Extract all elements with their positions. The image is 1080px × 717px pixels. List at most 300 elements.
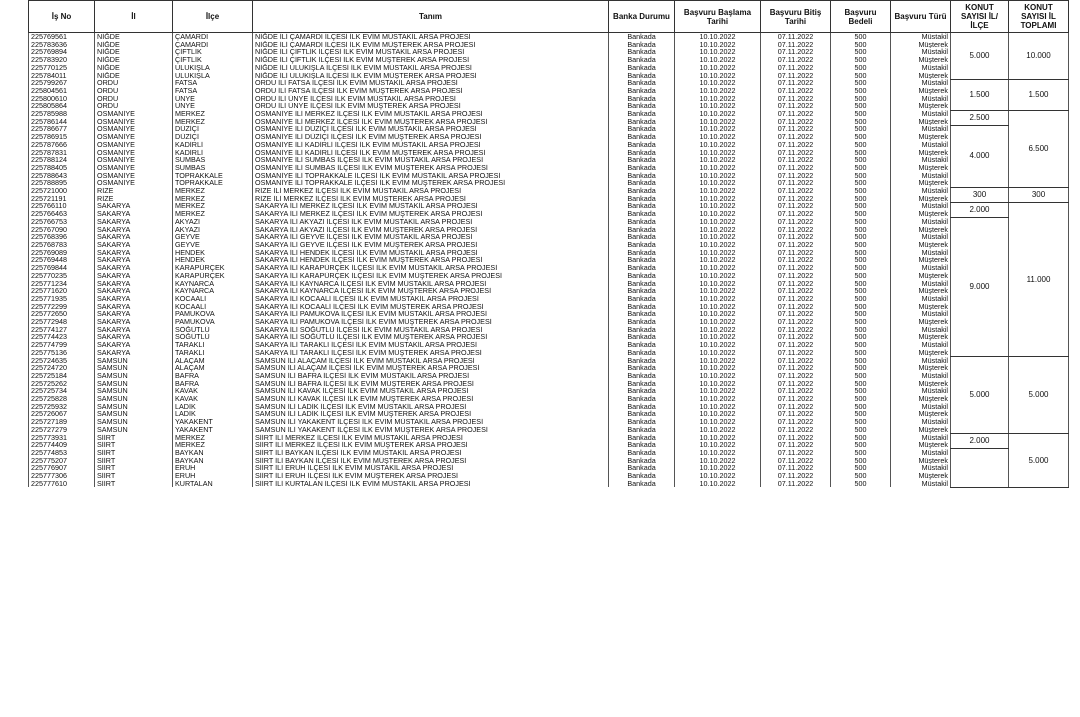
cell-bitis: 07.11.2022 — [761, 287, 831, 295]
cell-bitis: 07.11.2022 — [761, 434, 831, 442]
cell-bitis: 07.11.2022 — [761, 441, 831, 449]
cell-is-no: 225766753 — [29, 218, 95, 226]
cell-il: SAMSUN — [95, 426, 173, 434]
cell-bitis: 07.11.2022 — [761, 349, 831, 357]
cell-bedel: 500 — [831, 272, 891, 280]
cell-tanim: SAMSUN İLİ BAFRA İLÇESİ İLK EVİM MÜŞTEREK ARSA PROJESİ — [253, 380, 609, 388]
cell-banka-durumu: Bankada — [609, 64, 675, 72]
cell-is-no: 225774409 — [29, 441, 95, 449]
cell-il: ORDU — [95, 79, 173, 87]
cell-tur: Müstakil — [891, 156, 951, 164]
cell-ilce: ÇAMARDI — [173, 33, 253, 41]
cell-tur: Müşterek — [891, 457, 951, 465]
table-row — [29, 472, 1069, 480]
cell-tur: Müşterek — [891, 426, 951, 434]
cell-il: RİZE — [95, 195, 173, 203]
cell-ilce: BAYKAN — [173, 457, 253, 465]
cell-bitis: 07.11.2022 — [761, 233, 831, 241]
cell-il: SAKARYA — [95, 202, 173, 210]
cell-bedel: 500 — [831, 480, 891, 488]
cell-is-no: 225727189 — [29, 418, 95, 426]
cell-bitis: 07.11.2022 — [761, 149, 831, 157]
cell-tur: Müstakil — [891, 202, 951, 210]
cell-ilce: KARAPÜRÇEK — [173, 264, 253, 272]
cell-ilce: BAYKAN — [173, 449, 253, 457]
cell-is-no: 225777610 — [29, 480, 95, 488]
cell-konut-il-ilce: 2.000 — [951, 202, 1009, 217]
cell-banka-durumu: Bankada — [609, 449, 675, 457]
cell-tur: Müşterek — [891, 333, 951, 341]
table-row — [29, 202, 1069, 210]
cell-tanim: SAKARYA İLİ KOCAALİ İLÇESİ İLK EVİM MÜŞTEREK ARSA PROJESİ — [253, 303, 609, 311]
cell-tur: Müşterek — [891, 395, 951, 403]
cell-bedel: 500 — [831, 218, 891, 226]
cell-ilce: MERKEZ — [173, 441, 253, 449]
cell-baslama: 10.10.2022 — [675, 364, 761, 372]
cell-tanim: SAKARYA İLİ KARAPÜRÇEK İLÇESİ İLK EVİM MÜSTAKİL ARSA PROJESİ — [253, 264, 609, 272]
cell-ilce: DÜZİÇİ — [173, 125, 253, 133]
cell-banka-durumu: Bankada — [609, 164, 675, 172]
table-row — [29, 287, 1069, 295]
cell-il: SAKARYA — [95, 341, 173, 349]
table-row — [29, 318, 1069, 326]
cell-ilce: PAMUKOVA — [173, 310, 253, 318]
cell-banka-durumu: Bankada — [609, 233, 675, 241]
cell-bitis: 07.11.2022 — [761, 295, 831, 303]
cell-tanim: OSMANİYE İLİ DÜZİÇİ İLÇESİ İLK EVİM MÜŞTEREK ARSA PROJESİ — [253, 133, 609, 141]
cell-tanim: SİİRT İLİ ERUH İLÇESİ İLK EVİM MÜSTAKİL ARSA PROJESİ — [253, 464, 609, 472]
cell-baslama: 10.10.2022 — [675, 33, 761, 41]
cell-banka-durumu: Bankada — [609, 341, 675, 349]
cell-baslama: 10.10.2022 — [675, 87, 761, 95]
cell-tur: Müşterek — [891, 287, 951, 295]
table-row — [29, 403, 1069, 411]
cell-baslama: 10.10.2022 — [675, 149, 761, 157]
cell-bitis: 07.11.2022 — [761, 164, 831, 172]
cell-is-no: 225788405 — [29, 164, 95, 172]
cell-tanim: SAKARYA İLİ AKYAZI İLÇESİ İLK EVİM MÜŞTEREK ARSA PROJESİ — [253, 226, 609, 234]
cell-is-no: 225725828 — [29, 395, 95, 403]
cell-tur: Müşterek — [891, 179, 951, 187]
cell-tanim: OSMANİYE İLİ DÜZİÇİ İLÇESİ İLK EVİM MÜSTAKİL ARSA PROJESİ — [253, 125, 609, 133]
cell-il: RİZE — [95, 187, 173, 195]
cell-baslama: 10.10.2022 — [675, 326, 761, 334]
cell-is-no: 225772299 — [29, 303, 95, 311]
cell-bitis: 07.11.2022 — [761, 364, 831, 372]
cell-baslama: 10.10.2022 — [675, 357, 761, 365]
cell-ilce: ÇAMARDI — [173, 41, 253, 49]
cell-bedel: 500 — [831, 172, 891, 180]
cell-konut-il-toplami: 10.000 — [1009, 33, 1069, 80]
cell-ilce: MERKEZ — [173, 434, 253, 442]
cell-bedel: 500 — [831, 326, 891, 334]
cell-bitis: 07.11.2022 — [761, 310, 831, 318]
cell-tanim: SAKARYA İLİ MERKEZ İLÇESİ İLK EVİM MÜŞTEREK ARSA PROJESİ — [253, 210, 609, 218]
cell-konut-il-toplami: 5.000 — [1009, 357, 1069, 434]
table-row — [29, 264, 1069, 272]
cell-baslama: 10.10.2022 — [675, 187, 761, 195]
data-table — [28, 0, 1069, 488]
cell-tanim: SİİRT İLİ KURTALAN İLÇESİ İLK EVİM MÜSTAKİL ARSA PROJESİ — [253, 480, 609, 488]
cell-bedel: 500 — [831, 280, 891, 288]
cell-il: SAKARYA — [95, 256, 173, 264]
cell-banka-durumu: Bankada — [609, 472, 675, 480]
table-row — [29, 110, 1069, 118]
cell-baslama: 10.10.2022 — [675, 272, 761, 280]
cell-bedel: 500 — [831, 449, 891, 457]
table-row — [29, 164, 1069, 172]
cell-ilce: MERKEZ — [173, 187, 253, 195]
cell-is-no: 225804561 — [29, 87, 95, 95]
cell-il: SAKARYA — [95, 295, 173, 303]
cell-konut-il-toplami: 11.000 — [1009, 202, 1069, 356]
table-row — [29, 187, 1069, 195]
cell-ilce: LADİK — [173, 403, 253, 411]
cell-ilce: YAKAKENT — [173, 418, 253, 426]
cell-tur: Müşterek — [891, 472, 951, 480]
header-is-no: İş No — [29, 1, 95, 33]
cell-is-no: 225774853 — [29, 449, 95, 457]
cell-bitis: 07.11.2022 — [761, 118, 831, 126]
cell-bitis: 07.11.2022 — [761, 48, 831, 56]
cell-ilce: HENDEK — [173, 249, 253, 257]
cell-baslama: 10.10.2022 — [675, 226, 761, 234]
cell-tanim: SAKARYA İLİ KAYNARCA İLÇESİ İLK EVİM MÜSTAKİL ARSA PROJESİ — [253, 280, 609, 288]
cell-il: SAKARYA — [95, 318, 173, 326]
cell-is-no: 225800610 — [29, 95, 95, 103]
cell-bitis: 07.11.2022 — [761, 102, 831, 110]
cell-tur: Müstakil — [891, 280, 951, 288]
table-row — [29, 480, 1069, 488]
table-row — [29, 426, 1069, 434]
table-row — [29, 218, 1069, 226]
cell-il: OSMANİYE — [95, 149, 173, 157]
cell-is-no: 225772650 — [29, 310, 95, 318]
table-row — [29, 303, 1069, 311]
cell-tanim: NİĞDE İLİ ÇİFTLİK İLÇESİ İLK EVİM MÜSTAKİL ARSA PROJESİ — [253, 48, 609, 56]
cell-ilce: SUMBAS — [173, 164, 253, 172]
cell-banka-durumu: Bankada — [609, 264, 675, 272]
cell-baslama: 10.10.2022 — [675, 410, 761, 418]
cell-il: NİĞDE — [95, 64, 173, 72]
cell-is-no: 225768396 — [29, 233, 95, 241]
cell-il: NİĞDE — [95, 41, 173, 49]
cell-ilce: ERUH — [173, 472, 253, 480]
cell-bitis: 07.11.2022 — [761, 195, 831, 203]
cell-il: OSMANİYE — [95, 118, 173, 126]
cell-banka-durumu: Bankada — [609, 403, 675, 411]
table-row — [29, 449, 1069, 457]
cell-baslama: 10.10.2022 — [675, 118, 761, 126]
cell-bitis: 07.11.2022 — [761, 387, 831, 395]
cell-bedel: 500 — [831, 333, 891, 341]
cell-ilce: KAYNARCA — [173, 287, 253, 295]
cell-tur: Müşterek — [891, 318, 951, 326]
cell-is-no: 225786915 — [29, 133, 95, 141]
cell-banka-durumu: Bankada — [609, 141, 675, 149]
cell-il: SAKARYA — [95, 326, 173, 334]
cell-ilce: BAFRA — [173, 380, 253, 388]
cell-baslama: 10.10.2022 — [675, 110, 761, 118]
cell-banka-durumu: Bankada — [609, 241, 675, 249]
cell-tur: Müstakil — [891, 372, 951, 380]
table-row — [29, 333, 1069, 341]
cell-baslama: 10.10.2022 — [675, 387, 761, 395]
header-row — [29, 1, 1069, 33]
cell-is-no: 225769561 — [29, 33, 95, 41]
cell-bitis: 07.11.2022 — [761, 141, 831, 149]
cell-tur: Müstakil — [891, 480, 951, 488]
cell-bedel: 500 — [831, 372, 891, 380]
cell-tanim: NİĞDE İLİ ULUKIŞLA İLÇESİ İLK EVİM MÜŞTEREK ARSA PROJESİ — [253, 72, 609, 80]
cell-il: SAMSUN — [95, 372, 173, 380]
cell-tanim: SAKARYA İLİ HENDEK İLÇESİ İLK EVİM MÜŞTEREK ARSA PROJESİ — [253, 256, 609, 264]
cell-baslama: 10.10.2022 — [675, 233, 761, 241]
cell-is-no: 225772948 — [29, 318, 95, 326]
cell-is-no: 225769089 — [29, 249, 95, 257]
cell-ilce: KADİRLİ — [173, 149, 253, 157]
cell-banka-durumu: Bankada — [609, 202, 675, 210]
cell-tur: Müşterek — [891, 164, 951, 172]
cell-il: SİİRT — [95, 441, 173, 449]
cell-baslama: 10.10.2022 — [675, 241, 761, 249]
cell-is-no: 225805864 — [29, 102, 95, 110]
cell-bedel: 500 — [831, 195, 891, 203]
cell-is-no: 225786144 — [29, 118, 95, 126]
cell-tanim: RİZE İLİ MERKEZ İLÇESİ İLK EVİM MÜSTAKİL ARSA PROJESİ — [253, 187, 609, 195]
cell-ilce: GEYVE — [173, 233, 253, 241]
cell-il: SAMSUN — [95, 387, 173, 395]
cell-baslama: 10.10.2022 — [675, 472, 761, 480]
cell-il: SAMSUN — [95, 418, 173, 426]
cell-bedel: 500 — [831, 364, 891, 372]
cell-baslama: 10.10.2022 — [675, 48, 761, 56]
cell-baslama: 10.10.2022 — [675, 141, 761, 149]
cell-baslama: 10.10.2022 — [675, 310, 761, 318]
cell-bitis: 07.11.2022 — [761, 172, 831, 180]
cell-il: SİİRT — [95, 472, 173, 480]
cell-tanim: SAMSUN İLİ ALAÇAM İLÇESİ İLK EVİM MÜSTAKİL ARSA PROJESİ — [253, 357, 609, 365]
cell-ilce: FATSA — [173, 87, 253, 95]
cell-ilce: ÇİFTLİK — [173, 56, 253, 64]
cell-tanim: SAKARYA İLİ GEYVE İLÇESİ İLK EVİM MÜSTAKİL ARSA PROJESİ — [253, 233, 609, 241]
cell-tanim: OSMANİYE İLİ TOPRAKKALE İLÇESİ İLK EVİM MÜŞTEREK ARSA PROJESİ — [253, 179, 609, 187]
cell-ilce: AKYAZI — [173, 218, 253, 226]
cell-banka-durumu: Bankada — [609, 272, 675, 280]
cell-tur: Müstakil — [891, 341, 951, 349]
cell-konut-il-ilce: 300 — [951, 187, 1009, 202]
cell-tanim: SİİRT İLİ MERKEZ İLÇESİ İLK EVİM MÜŞTEREK ARSA PROJESİ — [253, 441, 609, 449]
cell-konut-il-ilce: 4.000 — [951, 125, 1009, 187]
cell-tur: Müşterek — [891, 410, 951, 418]
cell-il: SAKARYA — [95, 310, 173, 318]
cell-baslama: 10.10.2022 — [675, 72, 761, 80]
cell-tanim: SAMSUN İLİ YAKAKENT İLÇESİ İLK EVİM MÜSTAKİL ARSA PROJESİ — [253, 418, 609, 426]
cell-bedel: 500 — [831, 187, 891, 195]
cell-is-no: 225774799 — [29, 341, 95, 349]
cell-bitis: 07.11.2022 — [761, 272, 831, 280]
cell-bedel: 500 — [831, 33, 891, 41]
cell-bedel: 500 — [831, 179, 891, 187]
cell-banka-durumu: Bankada — [609, 125, 675, 133]
table-row — [29, 95, 1069, 103]
cell-is-no: 225771620 — [29, 287, 95, 295]
cell-banka-durumu: Bankada — [609, 418, 675, 426]
cell-banka-durumu: Bankada — [609, 349, 675, 357]
cell-il: SAKARYA — [95, 249, 173, 257]
cell-il: SAKARYA — [95, 226, 173, 234]
cell-tanim: SAKARYA İLİ PAMUKOVA İLÇESİ İLK EVİM MÜSTAKİL ARSA PROJESİ — [253, 310, 609, 318]
cell-bedel: 500 — [831, 395, 891, 403]
cell-banka-durumu: Bankada — [609, 72, 675, 80]
cell-tur: Müstakil — [891, 125, 951, 133]
cell-banka-durumu: Bankada — [609, 149, 675, 157]
cell-banka-durumu: Bankada — [609, 226, 675, 234]
cell-tur: Müstakil — [891, 387, 951, 395]
cell-baslama: 10.10.2022 — [675, 349, 761, 357]
cell-tanim: SİİRT İLİ BAYKAN İLÇESİ İLK EVİM MÜSTAKİL ARSA PROJESİ — [253, 449, 609, 457]
cell-tanim: SAKARYA İLİ GEYVE İLÇESİ İLK EVİM MÜŞTEREK ARSA PROJESİ — [253, 241, 609, 249]
cell-bedel: 500 — [831, 403, 891, 411]
cell-bitis: 07.11.2022 — [761, 249, 831, 257]
table-row — [29, 48, 1069, 56]
cell-tur: Müstakil — [891, 95, 951, 103]
cell-ilce: AKYAZI — [173, 226, 253, 234]
cell-tur: Müşterek — [891, 241, 951, 249]
table-row — [29, 72, 1069, 80]
cell-bitis: 07.11.2022 — [761, 64, 831, 72]
table-row — [29, 310, 1069, 318]
cell-bitis: 07.11.2022 — [761, 33, 831, 41]
table-row — [29, 210, 1069, 218]
cell-bitis: 07.11.2022 — [761, 202, 831, 210]
cell-il: SAMSUN — [95, 395, 173, 403]
cell-baslama: 10.10.2022 — [675, 95, 761, 103]
cell-is-no: 225724720 — [29, 364, 95, 372]
cell-tur: Müşterek — [891, 210, 951, 218]
cell-tanim: OSMANİYE İLİ MERKEZ İLÇESİ İLK EVİM MÜSTAKİL ARSA PROJESİ — [253, 110, 609, 118]
cell-ilce: MERKEZ — [173, 118, 253, 126]
cell-tur: Müstakil — [891, 79, 951, 87]
cell-bitis: 07.11.2022 — [761, 56, 831, 64]
cell-tanim: SAKARYA İLİ PAMUKOVA İLÇESİ İLK EVİM MÜŞTEREK ARSA PROJESİ — [253, 318, 609, 326]
cell-tur: Müstakil — [891, 218, 951, 226]
cell-tur: Müşterek — [891, 118, 951, 126]
table-row — [29, 118, 1069, 126]
cell-ilce: ALAÇAM — [173, 364, 253, 372]
cell-baslama: 10.10.2022 — [675, 380, 761, 388]
cell-il: SAKARYA — [95, 303, 173, 311]
cell-bedel: 500 — [831, 418, 891, 426]
table-row — [29, 464, 1069, 472]
table-row — [29, 195, 1069, 203]
header-konut-il-ilce: KONUT SAYISI İL/İLÇE — [951, 1, 1009, 33]
cell-il: SİİRT — [95, 464, 173, 472]
cell-bedel: 500 — [831, 241, 891, 249]
cell-konut-il-toplami: 1.500 — [1009, 79, 1069, 110]
cell-baslama: 10.10.2022 — [675, 102, 761, 110]
cell-bedel: 500 — [831, 72, 891, 80]
cell-is-no: 225770235 — [29, 272, 95, 280]
cell-baslama: 10.10.2022 — [675, 480, 761, 488]
cell-ilce: SUMBAS — [173, 156, 253, 164]
cell-banka-durumu: Bankada — [609, 33, 675, 41]
cell-konut-il-ilce: 5.000 — [951, 33, 1009, 80]
cell-il: SİİRT — [95, 480, 173, 488]
cell-tanim: SAMSUN İLİ BAFRA İLÇESİ İLK EVİM MÜSTAKİL ARSA PROJESİ — [253, 372, 609, 380]
header-bitis-tarihi: Başvuru Bitiş Tarihi — [761, 1, 831, 33]
cell-ilce: KADİRLİ — [173, 141, 253, 149]
cell-tanim: SİİRT İLİ BAYKAN İLÇESİ İLK EVİM MÜŞTEREK ARSA PROJESİ — [253, 457, 609, 465]
table-row — [29, 149, 1069, 157]
cell-banka-durumu: Bankada — [609, 56, 675, 64]
cell-tanim: OSMANİYE İLİ SUMBAS İLÇESİ İLK EVİM MÜSTAKİL ARSA PROJESİ — [253, 156, 609, 164]
cell-tur: Müşterek — [891, 349, 951, 357]
cell-is-no: 225771935 — [29, 295, 95, 303]
cell-bedel: 500 — [831, 133, 891, 141]
cell-banka-durumu: Bankada — [609, 210, 675, 218]
table-row — [29, 79, 1069, 87]
cell-is-no: 225788643 — [29, 172, 95, 180]
cell-baslama: 10.10.2022 — [675, 179, 761, 187]
cell-tanim: SAKARYA İLİ MERKEZ İLÇESİ İLK EVİM MÜSTAKİL ARSA PROJESİ — [253, 202, 609, 210]
cell-tanim: SİİRT İLİ ERUH İLÇESİ İLK EVİM MÜŞTEREK ARSA PROJESİ — [253, 472, 609, 480]
cell-bedel: 500 — [831, 426, 891, 434]
cell-banka-durumu: Bankada — [609, 187, 675, 195]
cell-baslama: 10.10.2022 — [675, 464, 761, 472]
cell-is-no: 225787831 — [29, 149, 95, 157]
cell-tanim: SAKARYA İLİ AKYAZI İLÇESİ İLK EVİM MÜSTAKİL ARSA PROJESİ — [253, 218, 609, 226]
cell-il: SAMSUN — [95, 403, 173, 411]
cell-ilce: KAVAK — [173, 395, 253, 403]
table-row — [29, 179, 1069, 187]
table-row — [29, 341, 1069, 349]
table-row — [29, 387, 1069, 395]
cell-tur: Müşterek — [891, 195, 951, 203]
cell-bedel: 500 — [831, 125, 891, 133]
cell-ilce: KARAPÜRÇEK — [173, 272, 253, 280]
cell-konut-il-ilce: 9.000 — [951, 218, 1009, 357]
cell-bitis: 07.11.2022 — [761, 333, 831, 341]
cell-tanim: SAMSUN İLİ LADİK İLÇESİ İLK EVİM MÜSTAKİL ARSA PROJESİ — [253, 403, 609, 411]
cell-baslama: 10.10.2022 — [675, 41, 761, 49]
cell-bitis: 07.11.2022 — [761, 110, 831, 118]
cell-bitis: 07.11.2022 — [761, 41, 831, 49]
cell-baslama: 10.10.2022 — [675, 418, 761, 426]
cell-tur: Müstakil — [891, 418, 951, 426]
cell-tur: Müşterek — [891, 149, 951, 157]
cell-ilce: ÜNYE — [173, 95, 253, 103]
cell-tur: Müstakil — [891, 434, 951, 442]
cell-baslama: 10.10.2022 — [675, 434, 761, 442]
cell-bedel: 500 — [831, 226, 891, 234]
cell-bedel: 500 — [831, 295, 891, 303]
cell-bitis: 07.11.2022 — [761, 426, 831, 434]
table-row — [29, 410, 1069, 418]
cell-bedel: 500 — [831, 149, 891, 157]
cell-bedel: 500 — [831, 287, 891, 295]
cell-baslama: 10.10.2022 — [675, 218, 761, 226]
cell-baslama: 10.10.2022 — [675, 449, 761, 457]
cell-il: OSMANİYE — [95, 164, 173, 172]
cell-banka-durumu: Bankada — [609, 295, 675, 303]
table-row — [29, 133, 1069, 141]
cell-is-no: 225725262 — [29, 380, 95, 388]
cell-il: OSMANİYE — [95, 179, 173, 187]
cell-bedel: 500 — [831, 472, 891, 480]
cell-is-no: 225721000 — [29, 187, 95, 195]
cell-banka-durumu: Bankada — [609, 280, 675, 288]
